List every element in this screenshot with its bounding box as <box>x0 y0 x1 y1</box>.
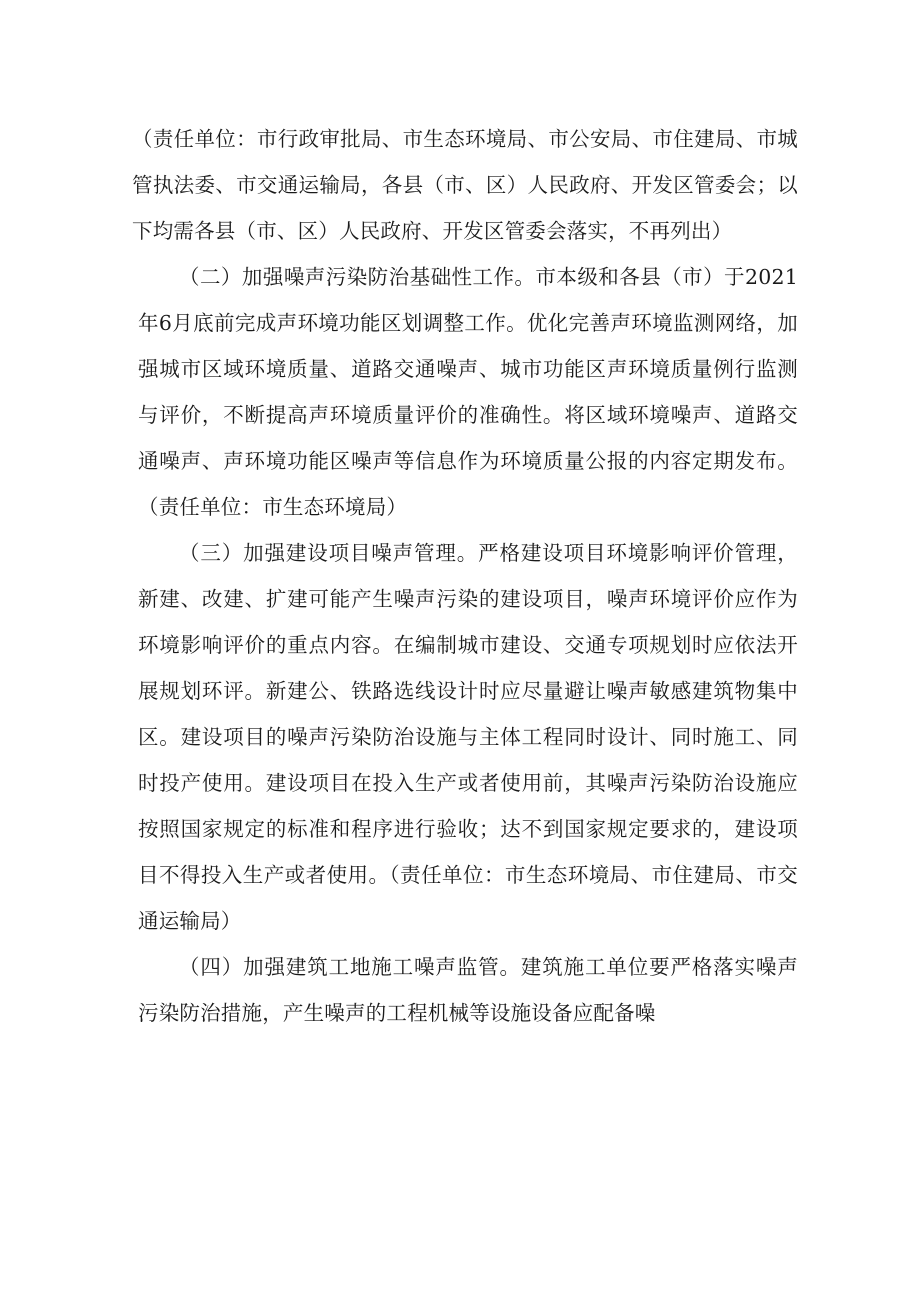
document-page <box>132 116 798 1036</box>
paragraph-section-3: （三）加强建设项目噪声管理。严格建设项目环境影响评价管理，新建、改建、扩建可能产生噪声污染的建设项目，噪声环境评价应作为环境影响评价的重点内容。在编制城市建设、交通专项规划时应依法开展规划环评。新建公、铁路选线设计时应尽量避让噪声敏感建筑物集中区。建设项目的噪声污染防治设施与主体工程同时设计、同时施工、同时投产使用。建设项目在投入生产或者使用前，其噪声污染防治设施应按照国家规定的标准和程序进行验收；达不到国家规定要求的，建设项目不得投入生产或者使用。（责任单位：市生态环境局、市住建局、市交通运输局） <box>138 541 798 933</box>
paragraph-section-4: （四）加强建筑工地施工噪声监管。建筑施工单位要严格落实噪声污染防治措施，产生噪声的工程机械等设施设备应配备噪 <box>138 955 798 1025</box>
paragraph-section-2: （二）加强噪声污染防治基础性工作。市本级和各县（市）于2021年6月底前完成声环境功能区划调整工作。优化完善声环境监测网络，加强城市区域环境质量、道路交通噪声、城市功能区声环境质量例行监测与评价，不断提高声环境质量评价的准确性。将区域环境噪声、道路交通噪声、声环境功能区噪声等信息作为环境质量公报的内容定期发布。（责任单位：市生态环境局） <box>138 265 798 519</box>
paragraph-responsibility-units: （责任单位：市行政审批局、市生态环境局、市公安局、市住建局、市城管执法委、市交通运输局，各县（市、区）人民政府、开发区管委会；以下均需各县（市、区）人民政府、开发区管委会落实，不再列出） <box>132 127 798 243</box>
